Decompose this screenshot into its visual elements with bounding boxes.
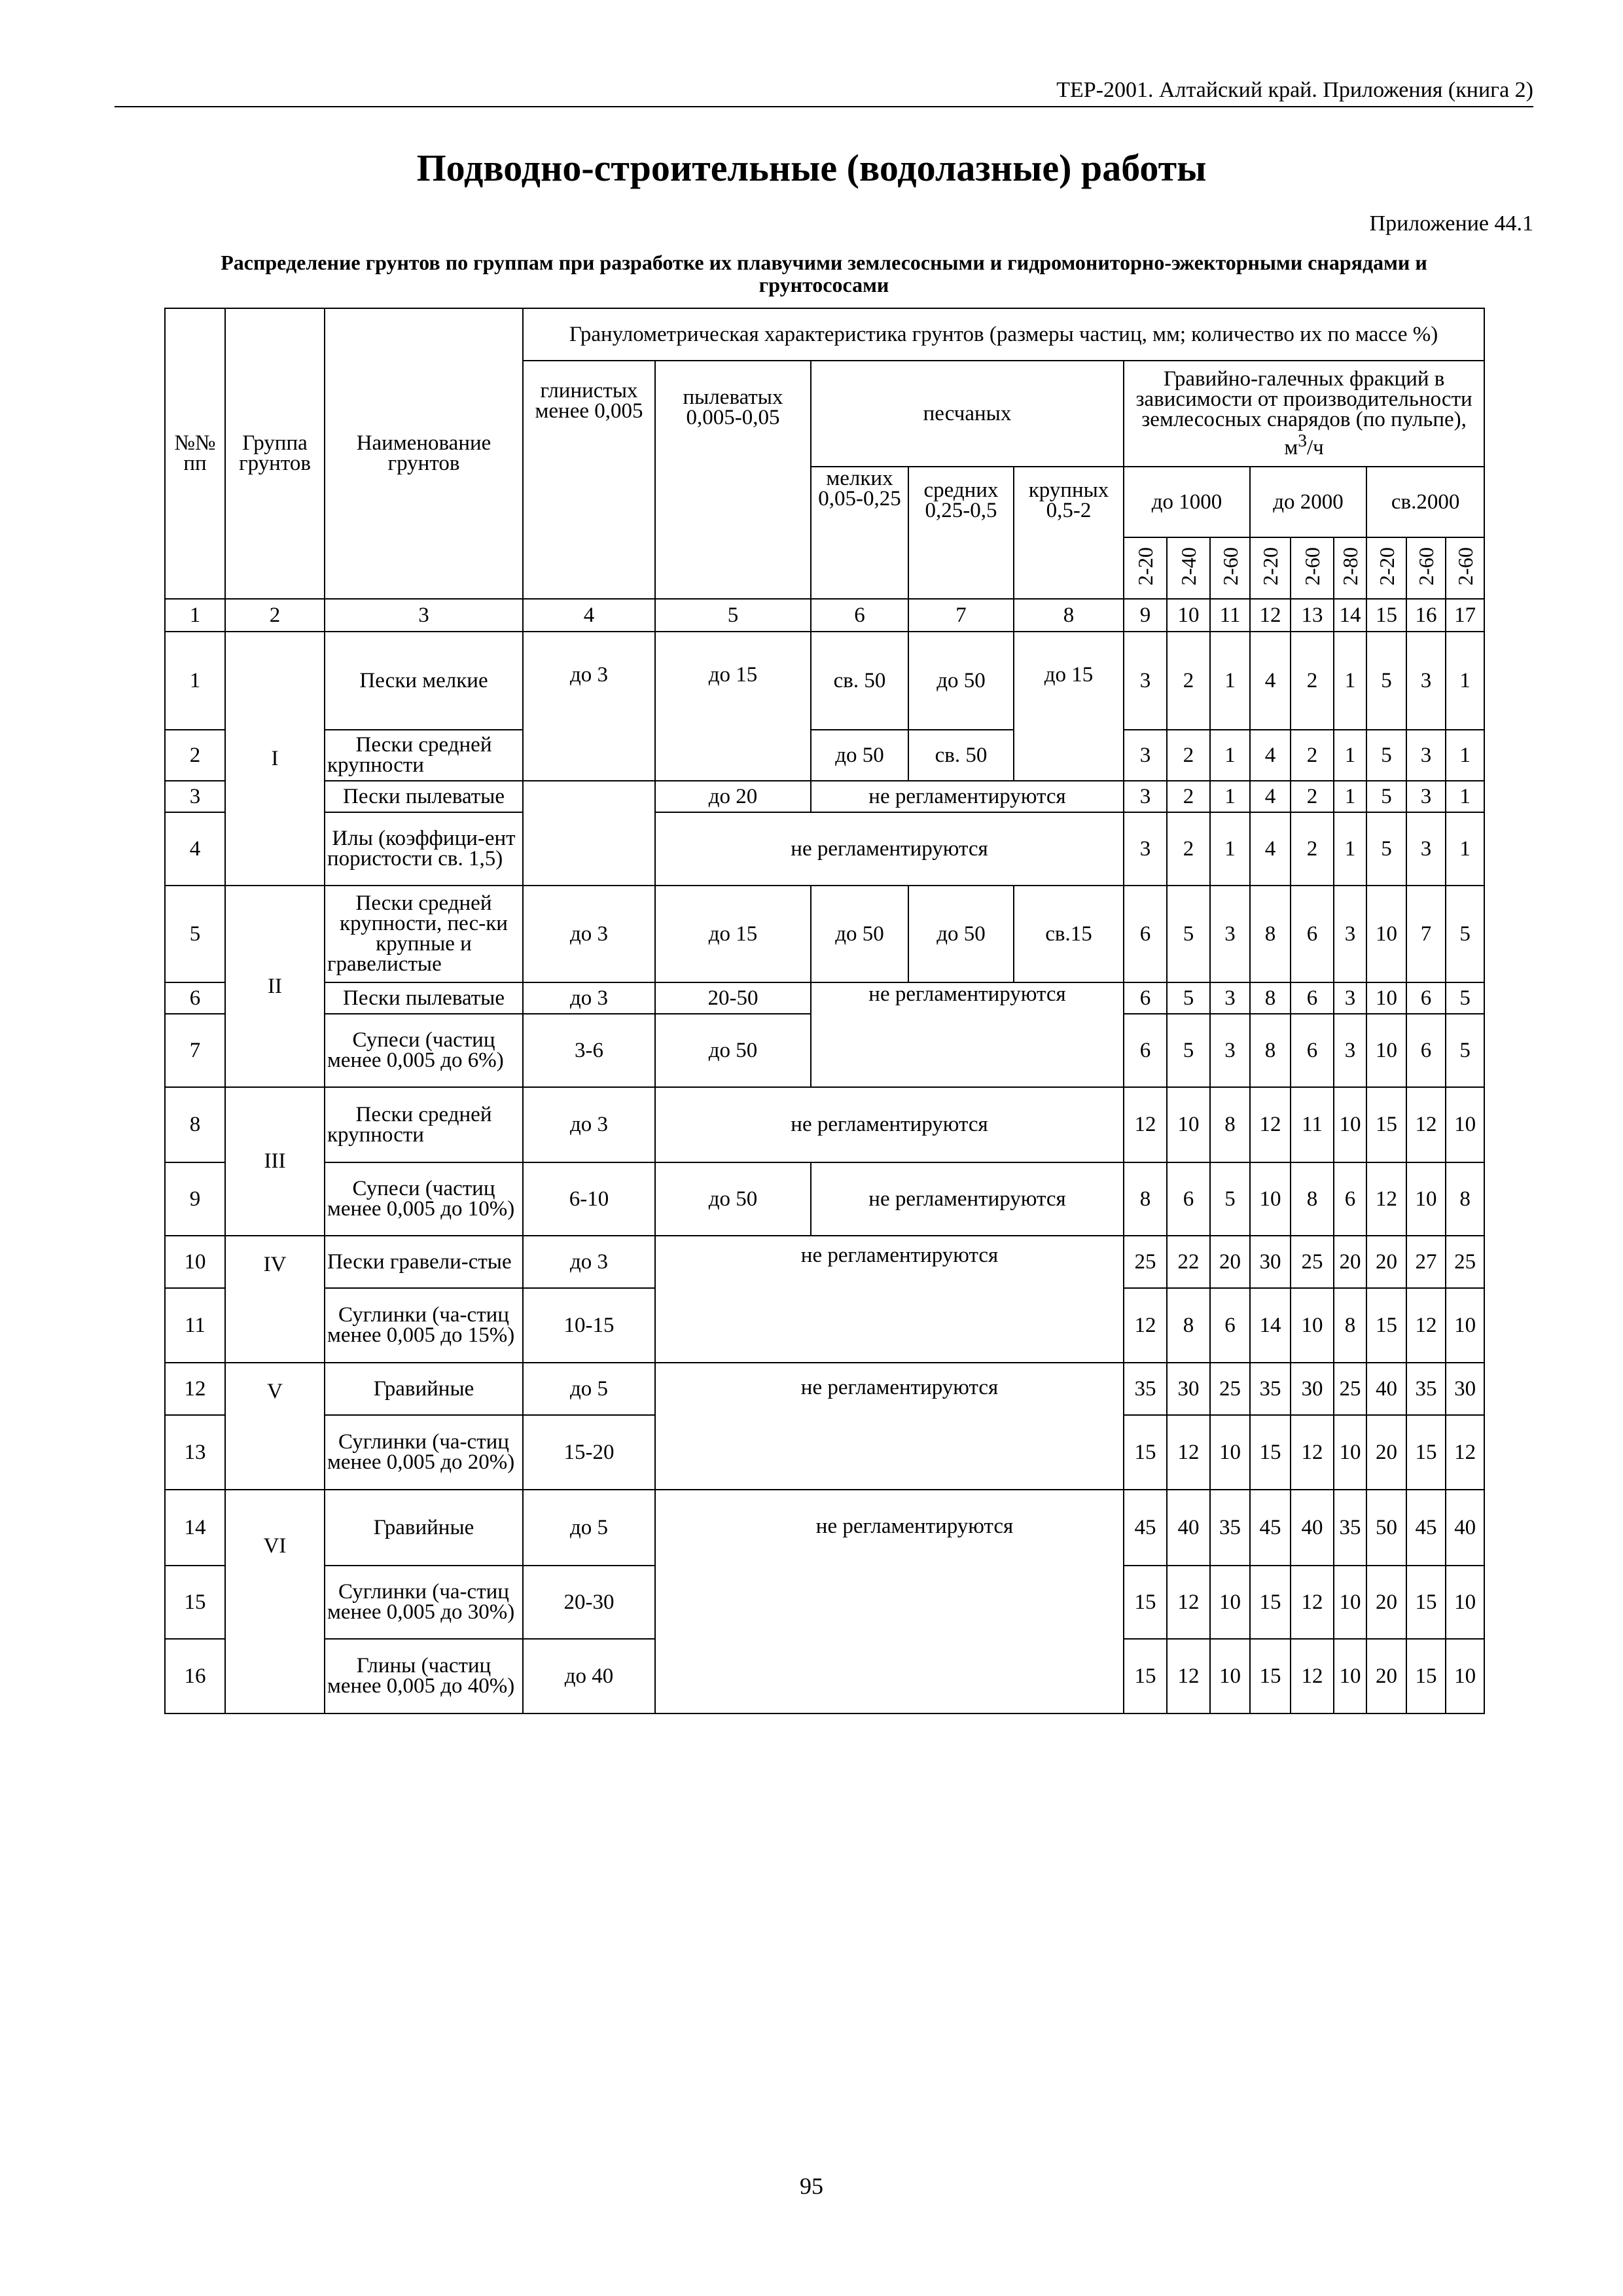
- column-number: 12: [1250, 599, 1291, 632]
- row-number: 16: [165, 1639, 225, 1713]
- soil-groups-table: [164, 308, 1485, 1714]
- value-cell: 5: [1446, 982, 1484, 1014]
- value-cell: 20: [1334, 1236, 1366, 1288]
- value-cell: 35: [1250, 1363, 1291, 1415]
- group-cell: I: [225, 632, 325, 886]
- row-number: 6: [165, 982, 225, 1014]
- row-number: 7: [165, 1014, 225, 1087]
- clay-value: до 3: [523, 886, 655, 982]
- value-cell: 12: [1291, 1639, 1334, 1713]
- subheader-cell: [1291, 537, 1334, 599]
- value-cell: 12: [1124, 1087, 1167, 1162]
- subheader-cell: [1250, 537, 1291, 599]
- value-cell: 2: [1167, 781, 1210, 812]
- table-caption: [115, 251, 1533, 296]
- soil-name: Пески мелкие: [325, 632, 523, 730]
- soil-name: Пески гравели-стые: [325, 1236, 523, 1288]
- value-cell: 5: [1366, 632, 1406, 730]
- value-cell: 3: [1334, 886, 1366, 982]
- subheader-label: 2-60: [1414, 547, 1438, 586]
- value-cell: 6: [1406, 982, 1446, 1014]
- table-row: [165, 1490, 1484, 1566]
- value-cell: 4: [1250, 812, 1291, 886]
- column-number: 17: [1446, 599, 1484, 632]
- table-row: [165, 1236, 1484, 1288]
- soil-name: Суглинки (ча-стиц менее 0,005 до 20%): [325, 1415, 523, 1490]
- value-cell: 1: [1334, 812, 1366, 886]
- value-cell: 2: [1167, 632, 1210, 730]
- value-cell: 15: [1406, 1415, 1446, 1490]
- header-silty: пылеватых 0,005-0,05: [655, 361, 811, 599]
- soil-name: Глины (частиц менее 0,005 до 40%): [325, 1639, 523, 1713]
- value-cell: 5: [1167, 886, 1210, 982]
- soil-name: Пески средней крупности: [325, 1087, 523, 1162]
- clay-value: до 5: [523, 1363, 655, 1415]
- subheader-cell: [1334, 537, 1366, 599]
- value-cell: 10: [1334, 1566, 1366, 1639]
- value-cell: 15: [1124, 1415, 1167, 1490]
- header-gravel-text: Гравийно-галечных фракций в зависимости от производительности землесосных снарядов (по пульпе), м: [1135, 367, 1472, 459]
- value-cell: 1: [1446, 781, 1484, 812]
- value-cell: 1: [1210, 781, 1250, 812]
- value-cell: 7: [1406, 886, 1446, 982]
- soil-name: Гравийные: [325, 1363, 523, 1415]
- table-row: [165, 982, 1484, 1014]
- column-number: 5: [655, 599, 811, 632]
- value-cell: 1: [1210, 730, 1250, 781]
- value-cell: 10: [1446, 1288, 1484, 1363]
- value-cell: 6: [1291, 1014, 1334, 1087]
- value-cell: 25: [1334, 1363, 1366, 1415]
- value-cell: 5: [1167, 1014, 1210, 1087]
- silty-value: 20-50: [655, 982, 811, 1014]
- value-cell: 12: [1167, 1639, 1210, 1713]
- row-number: 8: [165, 1087, 225, 1162]
- clay-value: до 3: [523, 1087, 655, 1162]
- column-number: 10: [1167, 599, 1210, 632]
- value-cell: 1: [1446, 812, 1484, 886]
- soil-name: Илы (коэффици-ент пористости св. 1,5): [325, 812, 523, 886]
- subheader-label: 2-20: [1133, 547, 1157, 586]
- row-number: 4: [165, 812, 225, 886]
- soil-name: Супеси (частиц менее 0,005 до 10%): [325, 1162, 523, 1236]
- value-cell: 20: [1210, 1236, 1250, 1288]
- value-cell: 4: [1250, 781, 1291, 812]
- subheader-label: 2-60: [1300, 547, 1324, 586]
- value-cell: 15: [1250, 1639, 1291, 1713]
- medium-value: св. 50: [908, 730, 1014, 781]
- subheader-label: 2-60: [1218, 547, 1242, 586]
- clay-value: 6-10: [523, 1162, 655, 1236]
- header-coarse: крупных 0,5-2: [1014, 467, 1124, 599]
- clay-value: 3-6: [523, 1014, 655, 1087]
- value-cell: 3: [1406, 730, 1446, 781]
- column-number: 1: [165, 599, 225, 632]
- value-cell: 20: [1366, 1639, 1406, 1713]
- value-cell: 12: [1250, 1087, 1291, 1162]
- medium-value: до 50: [908, 886, 1014, 982]
- value-cell: 12: [1406, 1288, 1446, 1363]
- row-number: 13: [165, 1415, 225, 1490]
- group-cell: V: [225, 1363, 325, 1490]
- value-cell: 20: [1366, 1566, 1406, 1639]
- value-cell: 5: [1366, 730, 1406, 781]
- value-cell: 1: [1334, 781, 1366, 812]
- value-cell: 6: [1167, 1162, 1210, 1236]
- value-cell: 15: [1366, 1087, 1406, 1162]
- value-cell: 15: [1406, 1639, 1446, 1713]
- value-cell: 40: [1167, 1490, 1210, 1566]
- value-cell: 35: [1210, 1490, 1250, 1566]
- value-cell: 5: [1210, 1162, 1250, 1236]
- column-number: 7: [908, 599, 1014, 632]
- column-number: 4: [523, 599, 655, 632]
- value-cell: 10: [1210, 1566, 1250, 1639]
- table-row: [165, 730, 1484, 781]
- soil-name: Пески пылеватые: [325, 982, 523, 1014]
- silty-value: до 50: [655, 1162, 811, 1236]
- value-cell: 6: [1406, 1014, 1446, 1087]
- value-cell: 1: [1446, 632, 1484, 730]
- header-rule: [115, 106, 1533, 107]
- soil-name: Пески средней крупности, пес-ки крупные и гравелистые: [325, 886, 523, 982]
- value-cell: 1: [1210, 632, 1250, 730]
- column-number: 3: [325, 599, 523, 632]
- value-cell: 10: [1446, 1566, 1484, 1639]
- page-number: 95: [800, 2173, 823, 2199]
- subheader-label: 2-20: [1374, 547, 1399, 586]
- value-cell: 8: [1124, 1162, 1167, 1236]
- soil-name: Суглинки (ча-стиц менее 0,005 до 30%): [325, 1566, 523, 1639]
- row-number: 15: [165, 1566, 225, 1639]
- table-row: [165, 1363, 1484, 1415]
- value-cell: 45: [1124, 1490, 1167, 1566]
- value-cell: 40: [1291, 1490, 1334, 1566]
- value-cell: 25: [1210, 1363, 1250, 1415]
- subheader-cell: [1210, 537, 1250, 599]
- value-cell: 3: [1124, 812, 1167, 886]
- soil-name: Супеси (частиц менее 0,005 до 6%): [325, 1014, 523, 1087]
- clay-value: до 3: [523, 1236, 655, 1288]
- value-cell: 6: [1334, 1162, 1366, 1236]
- value-cell: 2: [1291, 812, 1334, 886]
- header-over-2000: св.2000: [1366, 467, 1484, 537]
- value-cell: 10: [1210, 1639, 1250, 1713]
- row-number: 12: [165, 1363, 225, 1415]
- not-regulated: не регламентируются: [655, 1490, 1124, 1713]
- table-row: [165, 781, 1484, 812]
- value-cell: 10: [1167, 1087, 1210, 1162]
- header-group: Группа грунтов: [225, 308, 325, 599]
- header-upto-2000: до 2000: [1250, 467, 1366, 537]
- coarse-value: до 15: [1014, 632, 1124, 781]
- value-cell: 6: [1124, 886, 1167, 982]
- header-clay: глинистых менее 0,005: [523, 361, 655, 599]
- clay-value: до 40: [523, 1639, 655, 1713]
- value-cell: 22: [1167, 1236, 1210, 1288]
- row-number: 14: [165, 1490, 225, 1566]
- not-regulated: не регламентируются: [655, 1087, 1124, 1162]
- header-medium: средних 0,25-0,5: [908, 467, 1014, 599]
- column-number: 11: [1210, 599, 1250, 632]
- running-header: ТЕР-2001. Алтайский край. Приложения (книга 2): [1056, 78, 1533, 102]
- value-cell: 25: [1291, 1236, 1334, 1288]
- header-num: №№ пп: [165, 308, 225, 599]
- column-number: 6: [811, 599, 908, 632]
- value-cell: 2: [1167, 812, 1210, 886]
- not-regulated: не регламентируются: [655, 812, 1124, 886]
- subheader-cell: [1446, 537, 1484, 599]
- row-number: 3: [165, 781, 225, 812]
- value-cell: 6: [1124, 1014, 1167, 1087]
- value-cell: 10: [1334, 1639, 1366, 1713]
- value-cell: 2: [1291, 632, 1334, 730]
- clay-value: до 5: [523, 1490, 655, 1566]
- value-cell: 3: [1406, 812, 1446, 886]
- value-cell: 15: [1250, 1415, 1291, 1490]
- header-granulometric: Гранулометрическая характеристика грунтов (размеры частиц, мм; количество их по массе %): [523, 308, 1484, 361]
- column-number: 2: [225, 599, 325, 632]
- value-cell: 3: [1406, 781, 1446, 812]
- column-number: 14: [1334, 599, 1366, 632]
- value-cell: 10: [1366, 1014, 1406, 1087]
- value-cell: 3: [1124, 730, 1167, 781]
- value-cell: 8: [1446, 1162, 1484, 1236]
- value-cell: 1: [1334, 730, 1366, 781]
- header-name: Наименование грунтов: [325, 308, 523, 599]
- group-cell: IV: [225, 1236, 325, 1363]
- value-cell: 35: [1334, 1490, 1366, 1566]
- value-cell: 10: [1334, 1415, 1366, 1490]
- value-cell: 3: [1334, 1014, 1366, 1087]
- row-number: 1: [165, 632, 225, 730]
- value-cell: 10: [1366, 982, 1406, 1014]
- value-cell: 8: [1250, 886, 1291, 982]
- value-cell: 3: [1210, 886, 1250, 982]
- value-cell: 5: [1167, 982, 1210, 1014]
- subheader-label: 2-60: [1453, 547, 1477, 586]
- medium-value: до 50: [908, 632, 1014, 730]
- table-row: [165, 1087, 1484, 1162]
- header-gravel-unit: /ч: [1307, 436, 1324, 459]
- not-regulated: не регламентируются: [655, 1236, 1124, 1363]
- value-cell: 10: [1446, 1087, 1484, 1162]
- value-cell: 6: [1124, 982, 1167, 1014]
- not-regulated: не регламентируются: [655, 1363, 1124, 1490]
- value-cell: 2: [1291, 781, 1334, 812]
- value-cell: 15: [1366, 1288, 1406, 1363]
- value-cell: 40: [1446, 1490, 1484, 1566]
- value-cell: 15: [1250, 1566, 1291, 1639]
- value-cell: 10: [1446, 1639, 1484, 1713]
- value-cell: 15: [1124, 1566, 1167, 1639]
- value-cell: 12: [1446, 1415, 1484, 1490]
- soil-name: Суглинки (ча-стиц менее 0,005 до 15%): [325, 1288, 523, 1363]
- group-cell: III: [225, 1087, 325, 1236]
- value-cell: 4: [1250, 632, 1291, 730]
- value-cell: 5: [1446, 1014, 1484, 1087]
- value-cell: 11: [1291, 1087, 1334, 1162]
- value-cell: 14: [1250, 1288, 1291, 1363]
- row-number: 10: [165, 1236, 225, 1288]
- value-cell: 1: [1210, 812, 1250, 886]
- value-cell: 2: [1291, 730, 1334, 781]
- header-upto-1000: до 1000: [1124, 467, 1250, 537]
- value-cell: 6: [1210, 1288, 1250, 1363]
- page-title: Подводно-строительные (водолазные) работы: [416, 147, 1207, 189]
- fine-value: св. 50: [811, 632, 908, 730]
- value-cell: 6: [1291, 886, 1334, 982]
- value-cell: 8: [1167, 1288, 1210, 1363]
- sandy-not-regulated: не регламентируются: [811, 1162, 1124, 1236]
- row-number: 11: [165, 1288, 225, 1363]
- value-cell: 1: [1334, 632, 1366, 730]
- value-cell: 20: [1366, 1236, 1406, 1288]
- subheader-cell: [1406, 537, 1446, 599]
- coarse-value: св.15: [1014, 886, 1124, 982]
- soil-name: Пески средней крупности: [325, 730, 523, 781]
- value-cell: 30: [1291, 1363, 1334, 1415]
- value-cell: 12: [1167, 1566, 1210, 1639]
- table-row: [165, 886, 1484, 982]
- clay-value: до 3: [523, 982, 655, 1014]
- subheader-label: 2-80: [1338, 547, 1362, 586]
- value-cell: 10: [1334, 1087, 1366, 1162]
- clay-value: 15-20: [523, 1415, 655, 1490]
- fine-value: до 50: [811, 730, 908, 781]
- value-cell: 2: [1167, 730, 1210, 781]
- soil-name: Гравийные: [325, 1490, 523, 1566]
- value-cell: 5: [1366, 812, 1406, 886]
- subheader-cell: [1124, 537, 1167, 599]
- value-cell: 3: [1124, 632, 1167, 730]
- clay-value: 10-15: [523, 1288, 655, 1363]
- value-cell: 5: [1366, 781, 1406, 812]
- clay-value: 20-30: [523, 1566, 655, 1639]
- value-cell: 27: [1406, 1236, 1446, 1288]
- column-number: 9: [1124, 599, 1167, 632]
- value-cell: 40: [1366, 1363, 1406, 1415]
- header-gravel: [1124, 361, 1484, 467]
- value-cell: 30: [1446, 1363, 1484, 1415]
- value-cell: 1: [1446, 730, 1484, 781]
- value-cell: 12: [1291, 1415, 1334, 1490]
- soil-name: Пески пылеватые: [325, 781, 523, 812]
- value-cell: 12: [1291, 1566, 1334, 1639]
- value-cell: 8: [1334, 1288, 1366, 1363]
- value-cell: 35: [1406, 1363, 1446, 1415]
- value-cell: 8: [1250, 982, 1291, 1014]
- column-number: 15: [1366, 599, 1406, 632]
- header-gravel-sup: 3: [1298, 430, 1308, 450]
- sandy-not-regulated: не регламентируются: [811, 781, 1124, 812]
- value-cell: 25: [1446, 1236, 1484, 1288]
- value-cell: 3: [1210, 1014, 1250, 1087]
- header-row-1: [165, 308, 1484, 361]
- caption-line-1: Распределение грунтов по группам при разработке их плавучими землесосными и гидромониторно-эжекторными снарядами и: [221, 251, 1427, 274]
- value-cell: 30: [1167, 1363, 1210, 1415]
- value-cell: 12: [1124, 1288, 1167, 1363]
- value-cell: 15: [1124, 1639, 1167, 1713]
- value-cell: 50: [1366, 1490, 1406, 1566]
- value-cell: 12: [1366, 1162, 1406, 1236]
- value-cell: 12: [1406, 1087, 1446, 1162]
- value-cell: 15: [1406, 1566, 1446, 1639]
- caption-line-2: грунтососами: [758, 273, 889, 296]
- value-cell: 3: [1334, 982, 1366, 1014]
- clay-value: до 3: [523, 632, 655, 781]
- value-cell: 8: [1250, 1014, 1291, 1087]
- value-cell: 25: [1124, 1236, 1167, 1288]
- column-number: 13: [1291, 599, 1334, 632]
- column-number-row: [165, 599, 1484, 632]
- subheader-label: 2-40: [1177, 547, 1200, 586]
- silty-value: до 15: [655, 632, 811, 781]
- silty-value: до 20: [655, 781, 811, 812]
- column-number: 16: [1406, 599, 1446, 632]
- value-cell: 10: [1250, 1162, 1291, 1236]
- fine-value: до 50: [811, 886, 908, 982]
- value-cell: 12: [1167, 1415, 1210, 1490]
- value-cell: 3: [1406, 632, 1446, 730]
- appendix-label: Приложение 44.1: [1369, 211, 1533, 236]
- value-cell: 45: [1250, 1490, 1291, 1566]
- value-cell: 10: [1291, 1288, 1334, 1363]
- table-row: [165, 1162, 1484, 1236]
- subheader-cell: [1366, 537, 1406, 599]
- subheader-label: 2-20: [1258, 547, 1282, 586]
- value-cell: 8: [1291, 1162, 1334, 1236]
- subheader-cell: [1167, 537, 1210, 599]
- value-cell: 35: [1124, 1363, 1167, 1415]
- value-cell: 20: [1366, 1415, 1406, 1490]
- value-cell: 6: [1291, 982, 1334, 1014]
- row-number: 9: [165, 1162, 225, 1236]
- value-cell: 10: [1406, 1162, 1446, 1236]
- column-number: 8: [1014, 599, 1124, 632]
- row-number: 2: [165, 730, 225, 781]
- value-cell: 8: [1210, 1087, 1250, 1162]
- value-cell: 30: [1250, 1236, 1291, 1288]
- group-cell: II: [225, 886, 325, 1087]
- value-cell: 4: [1250, 730, 1291, 781]
- silty-value: до 50: [655, 1014, 811, 1087]
- table-row: [165, 632, 1484, 730]
- sandy-not-regulated: не регламентируются: [811, 982, 1124, 1087]
- silty-value: до 15: [655, 886, 811, 982]
- clay-value-empty: [523, 781, 655, 886]
- value-cell: 10: [1366, 886, 1406, 982]
- value-cell: 5: [1446, 886, 1484, 982]
- value-cell: 10: [1210, 1415, 1250, 1490]
- value-cell: 3: [1210, 982, 1250, 1014]
- value-cell: 3: [1124, 781, 1167, 812]
- row-number: 5: [165, 886, 225, 982]
- group-cell: VI: [225, 1490, 325, 1713]
- header-sandy: песчаных: [811, 361, 1124, 467]
- header-fine: мелких 0,05-0,25: [811, 467, 908, 599]
- value-cell: 45: [1406, 1490, 1446, 1566]
- table-row: [165, 812, 1484, 886]
